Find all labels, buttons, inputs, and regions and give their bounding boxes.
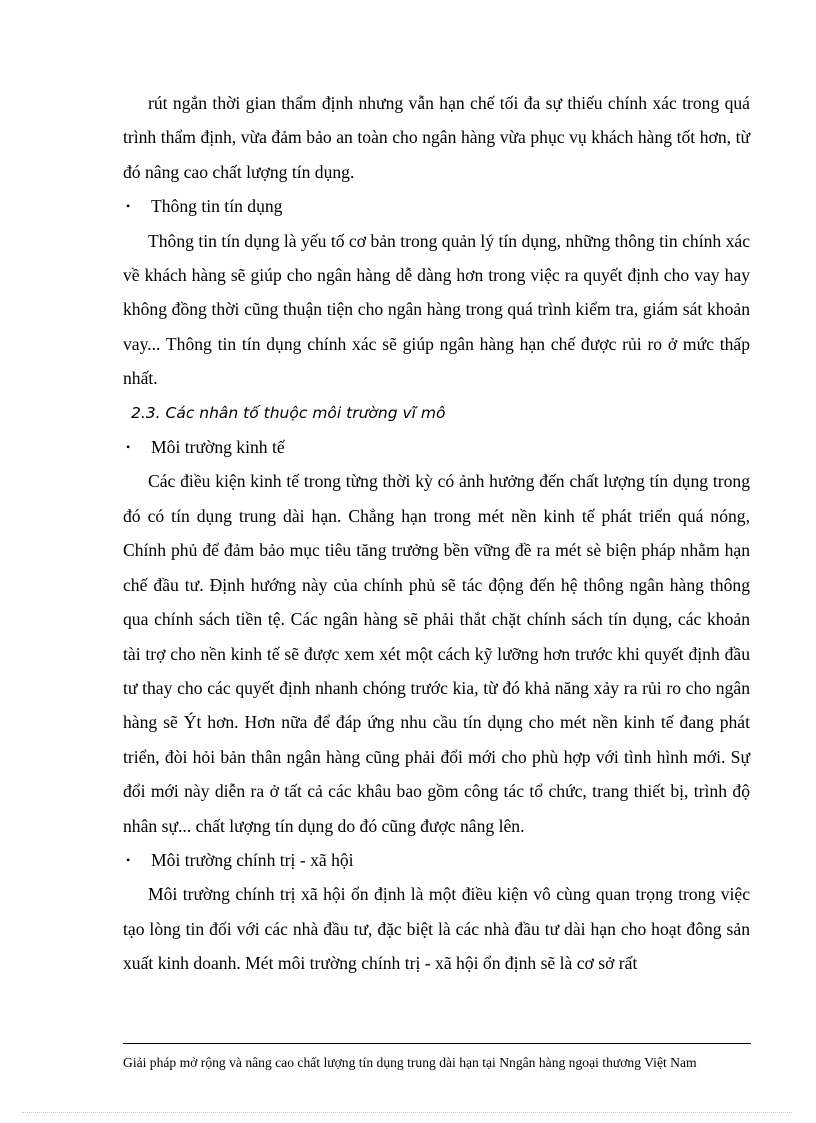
section-heading: 2.3. Các nhân tố thuộc môi trường vĩ mô: [131, 403, 446, 422]
paragraph-1: rút ngắn thời gian thẩm định nhưng vẫn hạn chế tối đa sự thiếu chính xác trong quá trình thẩm định, vừa đảm bảo an toàn cho ngân hàng vừa phục vụ khách hàng tốt hơn, từ đó nâng cao chất lượng tín dụng.: [123, 93, 750, 182]
page-bottom-edge: [22, 1112, 792, 1113]
bullet-icon: •: [126, 440, 131, 455]
bullet-label: Thông tin tín dụng: [151, 196, 283, 217]
bullet-item-economic-env: [123, 430, 750, 464]
bullet-icon: •: [126, 199, 131, 214]
page-footer: Giải pháp mở rộng và nâng cao chất lượng tín dụng trung dài hạn tại Nngân hàng ngoại thương Việt Nam: [123, 1055, 697, 1070]
paragraph-2: Thông tin tín dụng là yếu tố cơ bản trong quản lý tín dụng, những thông tin chính xác về khách hàng sẽ giúp cho ngân hàng dễ dàng hơn trong việc ra quyết định cho vay hay không đồng thời cũng thuận tiện cho ngân hàng trong quá trình kiểm tra, giám sát khoản vay... Thông tin tín dụng chính xác sẽ giúp ngân hàng hạn chế được rủi ro ở mức thấp nhất.: [123, 230, 750, 389]
page-content: [123, 86, 750, 981]
bullet-label: Môi trường chính trị - xã hội: [151, 849, 354, 870]
paragraph-4: Môi trường chính trị xã hội ổn định là một điều kiện vô cùng quan trọng trong việc tạo lòng tin đối với các nhà đầu tư, đặc biệt là các nhà đầu tư dài hạn cho hoạt đông sản xuất kinh doanh. Mét môi trường chính trị - xã hội ổn định sẽ là cơ sở rất: [123, 884, 750, 974]
bullet-label: Môi trường kinh tế: [151, 437, 285, 458]
footer-divider: [123, 1043, 751, 1044]
bullet-item-political-env: [123, 843, 750, 877]
bullet-item-credit-info: [123, 189, 750, 223]
paragraph-3: Các điều kiện kinh tế trong từng thời kỳ có ảnh hưởng đến chất lượng tín dụng trong đó có tín dụng trung dài hạn. Chẳng hạn trong mét nền kinh tế phát triển quá nóng, Chính phủ để đảm bảo mục tiêu tăng trưởng bền vững đề ra mét sè biện pháp nhằm hạn chế đầu tư. Định hướng này của chính phủ sẽ tác động đến hệ thông ngân hàng thông qua chính sách tiền tệ. Các ngân hàng sẽ phải thắt chặt chính sách tín dụng, các khoản tài trợ cho nền kinh tế sẽ được xem xét một cách kỹ lưỡng hơn trước khi quyết định đầu tư thay cho các quyết định nhanh chóng trước kia, từ đó khả năng xảy ra rủi ro cho ngân hàng sẽ Ýt hơn. Hơn nữa để đáp ứng nhu cầu tín dụng cho mét nền kinh tế đang phát triển, đòi hỏi bản thân ngân hàng cũng phải đổi mới cho phù hợp với tình hình mới. Sự đổi mới này diễn ra ở tất cả các khâu bao gồm công tác tổ chức, trang thiết bị, trình độ nhân sự... chất lượng tín dụng do đó cũng được nâng lên.: [123, 471, 750, 836]
bullet-icon: •: [126, 852, 131, 867]
